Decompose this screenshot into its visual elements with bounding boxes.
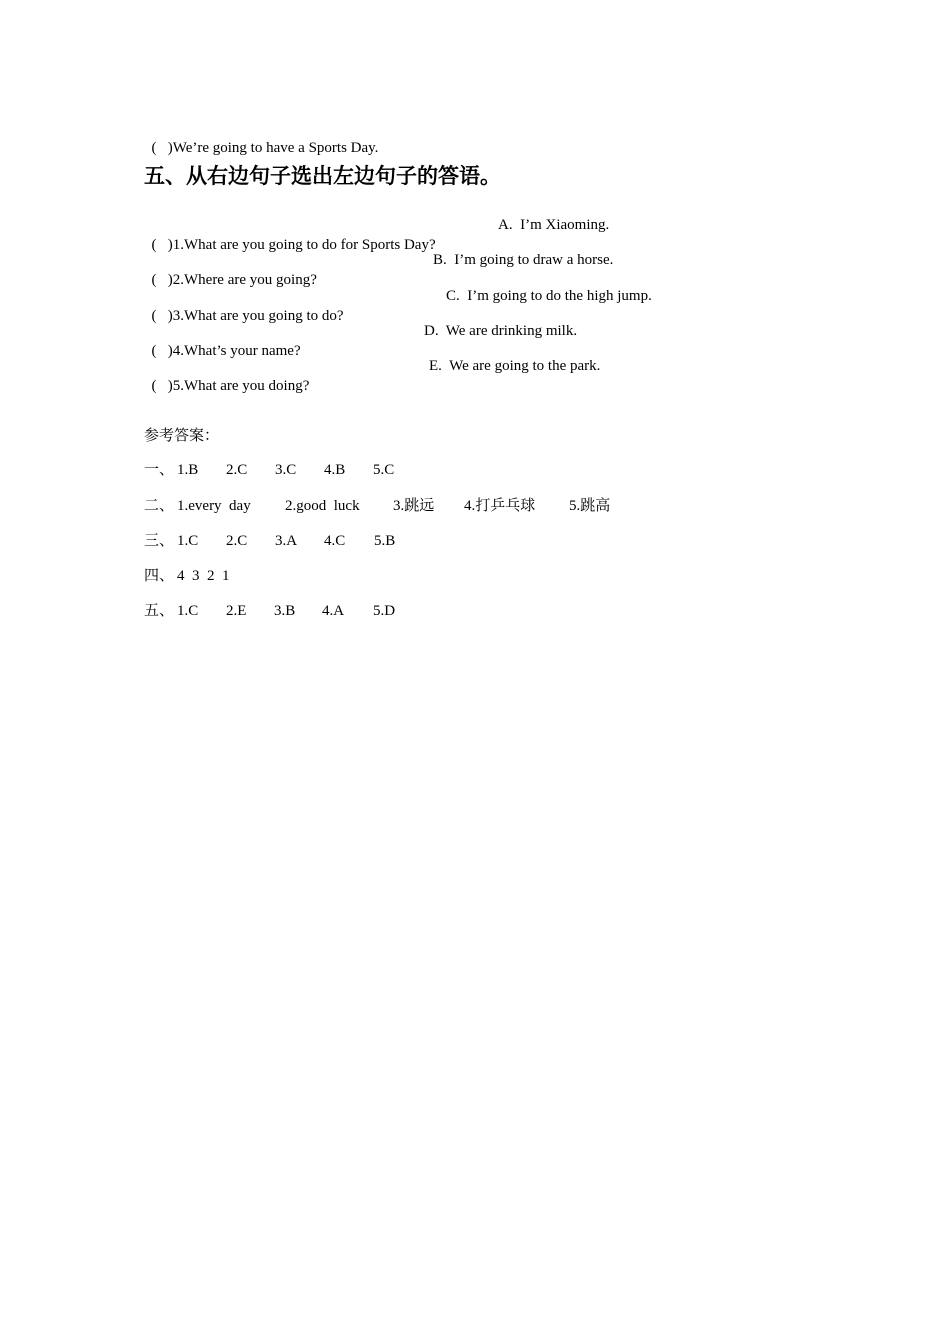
answer-item: 5.跳高 [569, 498, 611, 514]
question-item [144, 215, 436, 255]
answer-item: 1.B [177, 462, 199, 478]
answer-item: 2.C [226, 462, 248, 478]
option-item: A. I’m Xiaoming. [498, 217, 610, 233]
question-item [144, 286, 344, 326]
answer-item: 4.A [322, 603, 345, 619]
option-item: C. I’m going to do the high jump. [446, 288, 652, 304]
answer-item: 1.every day [177, 498, 251, 514]
answer-item: 3.C [275, 462, 297, 478]
answer-blank: ( ) [151, 272, 173, 288]
answer-row-label: 五、 [144, 603, 175, 619]
option-item: E. We are going to the park. [429, 358, 601, 374]
question-item [144, 321, 301, 361]
answer-item: 3.A [275, 533, 298, 549]
answer-row-label: 三、 [144, 533, 175, 549]
answer-item: 4 3 2 1 [177, 568, 230, 584]
answer-item: 5.B [374, 533, 396, 549]
answer-item: 4.B [324, 462, 346, 478]
question-text: 2.Where are you going? [172, 272, 317, 288]
answer-item: 3.B [274, 603, 296, 619]
option-item: B. I’m going to draw a horse. [433, 252, 614, 268]
answer-row-label: 一、 [144, 462, 175, 478]
answer-item: 2.C [226, 533, 248, 549]
answer-item: 4.打乒乓球 [464, 498, 536, 514]
answer-item: 1.C [177, 603, 199, 619]
question-text: 4.What’s your name? [172, 343, 301, 359]
option-item: D. We are drinking milk. [424, 323, 578, 339]
section-heading: 五、从右边句子选出左边句子的答语。 [144, 164, 501, 188]
answer-item: 5.D [373, 603, 396, 619]
question-text: 1.What are you going to do for Sports Day? [172, 237, 436, 253]
answer-blank: ( ) [151, 308, 173, 324]
intro-item-text: We’re going to have a Sports Day. [172, 140, 379, 156]
answer-blank: ( ) [151, 237, 173, 253]
answer-item: 2.good luck [285, 498, 360, 514]
answer-row-label: 四、 [144, 568, 175, 584]
answer-item: 2.E [226, 603, 247, 619]
question-item [144, 250, 317, 290]
intro-item [144, 118, 378, 158]
answer-blank: ( ) [151, 378, 173, 394]
answer-item: 1.C [177, 533, 199, 549]
answer-row-label: 二、 [144, 498, 175, 514]
answer-item: 4.C [324, 533, 346, 549]
question-item [144, 356, 309, 396]
answers-title: 参考答案： [144, 428, 220, 444]
answer-blank: ( ) [151, 343, 173, 359]
question-text: 5.What are you doing? [172, 378, 310, 394]
answer-item: 3.跳远 [393, 498, 435, 514]
question-text: 3.What are you going to do? [172, 308, 344, 324]
answer-item: 5.C [373, 462, 395, 478]
answer-blank: ( ) [151, 140, 173, 156]
